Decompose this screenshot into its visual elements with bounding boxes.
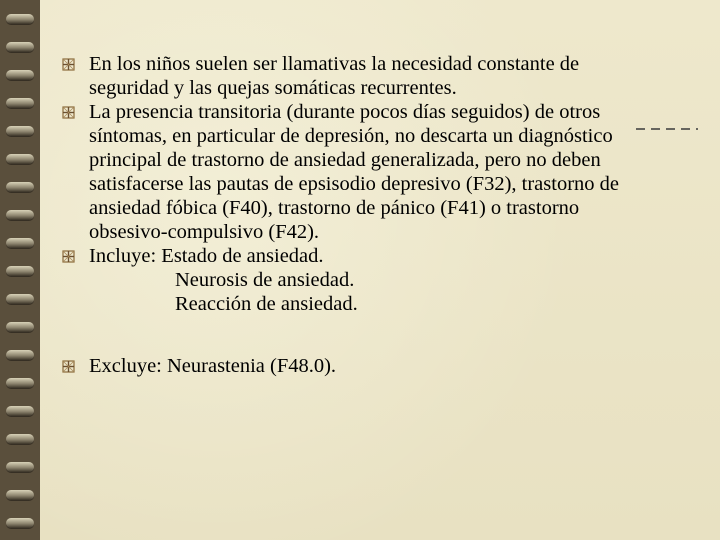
sub-line-1: Neurosis de ansiedad. xyxy=(175,269,355,291)
spiral-binding-ring-icon xyxy=(6,126,34,136)
spiral-binding-ring-icon xyxy=(6,322,34,332)
bullet-text: Incluye: Estado de ansiedad. xyxy=(89,245,324,267)
spiral-binding-ring-icon xyxy=(6,378,34,388)
spiral-binding-ring-icon xyxy=(6,154,34,164)
spiral-binding-ring-icon xyxy=(6,434,34,444)
spiral-binding-ring-icon xyxy=(6,98,34,108)
bullet-item-1 xyxy=(62,52,662,100)
spiral-binding-ring-icon xyxy=(6,70,34,80)
bullet-text: Excluye: Neurastenia (F48.0). xyxy=(89,355,337,377)
spiral-binding-ring-icon xyxy=(6,490,34,500)
slide-content xyxy=(62,52,662,378)
spiral-binding-ring-icon xyxy=(6,294,34,304)
spiral-binding-ring-icon xyxy=(6,518,34,528)
spiral-binding-ring-icon xyxy=(6,462,34,472)
spiral-binding-ring-icon xyxy=(6,210,34,220)
bullet-text: En los niños suelen ser llamativas la necesidad constante de seguridad y las quejas somáticas recurrentes. xyxy=(89,53,580,99)
spiral-binding-ring-icon xyxy=(6,14,34,24)
sub-line-2: Reacción de ansiedad. xyxy=(175,293,358,315)
ornamental-square-bullet-icon xyxy=(62,58,75,71)
ornamental-square-bullet-icon xyxy=(62,106,75,119)
spiral-binding-ring-icon xyxy=(6,406,34,416)
bullet-item-2 xyxy=(62,100,662,244)
spiral-binding-ring-icon xyxy=(6,266,34,276)
ornamental-square-bullet-icon xyxy=(62,250,75,263)
ornamental-square-bullet-icon xyxy=(62,360,75,373)
bullet-item-4 xyxy=(62,354,662,378)
spiral-binding-ring-icon xyxy=(6,42,34,52)
spiral-binding-ring-icon xyxy=(6,182,34,192)
spiral-binding-ring-icon xyxy=(6,238,34,248)
spacer xyxy=(62,316,662,354)
spiral-binding-ring-icon xyxy=(6,350,34,360)
spiral-binding xyxy=(0,0,40,540)
bullet-text: La presencia transitoria (durante pocos días seguidos) de otros síntomas, en particular de depresión, no descarta un diagnóstico principal de trastorno de ansiedad generalizada, pero no deben satisfacerse las pautas de epsisodio depresivo (F32), trastorno de ansiedad fóbica (F40), trastorno de pánico (F41) o trastorno obsesivo-compulsivo (F42). xyxy=(89,101,620,243)
bullet-item-3 xyxy=(62,244,662,316)
